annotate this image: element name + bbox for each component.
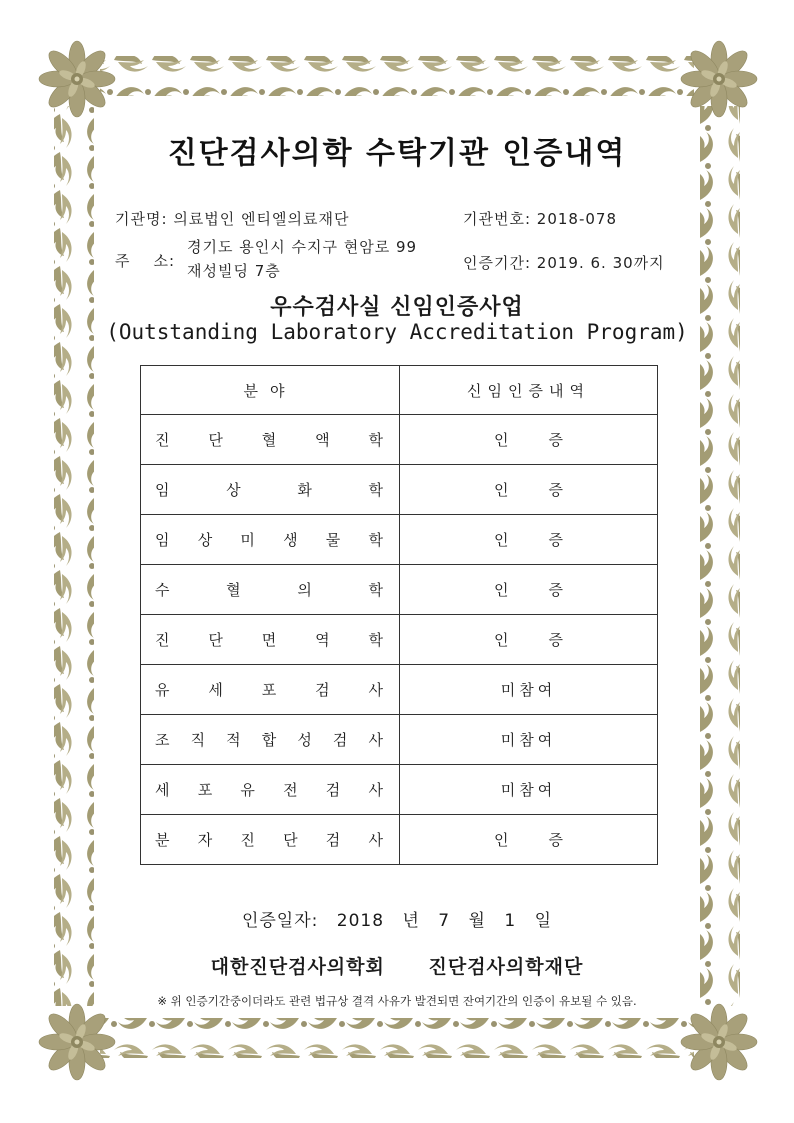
table-body (141, 415, 658, 865)
institution-name-label: 기관명: (115, 210, 168, 228)
table-row (141, 615, 658, 665)
issuer-first: 대한진단검사의학회 (210, 956, 385, 978)
footnote: ※ 위 인증기간중이더라도 관련 법규상 결격 사유가 발견되면 잔여기간의 인증이 유보될 수 있음. (157, 994, 637, 1008)
certification-year: 2018 (336, 911, 385, 931)
field-cell (141, 465, 400, 515)
certification-day: 1 (504, 911, 517, 931)
institution-name-value: 의료법인 엔티엘의료재단 (173, 210, 350, 228)
status-cell: 인증 (400, 415, 658, 465)
table-row (141, 515, 658, 565)
table-row (141, 565, 658, 615)
accreditation-period-row (463, 252, 665, 273)
field-name: 임 상 화 학 (155, 481, 383, 499)
table-row (141, 415, 658, 465)
header-field: 분야 (141, 366, 400, 415)
address-label: 주 소: (115, 252, 176, 270)
field-cell (141, 665, 400, 715)
certification-month: 7 (438, 911, 451, 931)
accreditation-period-label: 인증기간: (463, 254, 532, 272)
field-name: 임 상 미 생 물 학 (155, 531, 383, 549)
field-cell (141, 815, 400, 865)
field-name: 진 단 혈 액 학 (155, 431, 383, 449)
table-row (141, 765, 658, 815)
table-row (141, 465, 658, 515)
certification-month-unit: 월 (468, 911, 486, 931)
field-cell (141, 415, 400, 465)
field-cell (141, 765, 400, 815)
address-line-2: 재성빌딩 7층 (187, 262, 281, 280)
header-status: 신임인증내역 (400, 366, 658, 415)
certification-date (0, 906, 794, 931)
page-title: 진단검사의학 수탁기관 인증내역 (167, 136, 627, 171)
issuer-second: 진단검사의학재단 (428, 956, 584, 978)
status-cell: 인증 (400, 465, 658, 515)
status-cell: 인증 (400, 815, 658, 865)
status-cell: 미참여 (400, 715, 658, 765)
accreditation-table (140, 365, 658, 865)
certification-year-unit: 년 (402, 911, 420, 931)
accreditation-period-value: 2019. 6. 30까지 (536, 254, 665, 272)
institution-name-row (115, 208, 349, 229)
institution-number-label: 기관번호: (463, 210, 532, 228)
certification-day-unit: 일 (534, 911, 553, 931)
table-row (141, 715, 658, 765)
field-name: 유 세 포 검 사 (155, 681, 383, 699)
field-cell (141, 715, 400, 765)
status-cell: 인증 (400, 515, 658, 565)
program-title-korean: 우수검사실 신임인증사업 (270, 295, 524, 320)
status-cell: 미참여 (400, 665, 658, 715)
field-name: 진 단 면 역 학 (155, 631, 383, 649)
institution-number-row (463, 208, 617, 229)
institution-number-value: 2018-078 (536, 210, 618, 228)
field-name: 분 자 진 단 검 사 (155, 831, 383, 849)
address-line-1: 경기도 용인시 수지구 현암로 99 (187, 238, 418, 256)
table-header-row (141, 366, 658, 415)
field-name: 조 직 적 합 성 검 사 (155, 731, 383, 749)
status-cell: 인증 (400, 615, 658, 665)
program-title-english: (Outstanding Laboratory Accreditation Program) (106, 320, 688, 344)
field-name: 수 혈 의 학 (155, 581, 383, 599)
status-cell: 인증 (400, 565, 658, 615)
field-cell (141, 565, 400, 615)
table-row (141, 815, 658, 865)
field-cell (141, 515, 400, 565)
certification-date-label: 인증일자: (241, 911, 319, 931)
field-name: 세 포 유 전 검 사 (155, 781, 383, 799)
table-row (141, 665, 658, 715)
field-cell (141, 615, 400, 665)
issuers (0, 952, 794, 979)
status-cell: 미참여 (400, 765, 658, 815)
